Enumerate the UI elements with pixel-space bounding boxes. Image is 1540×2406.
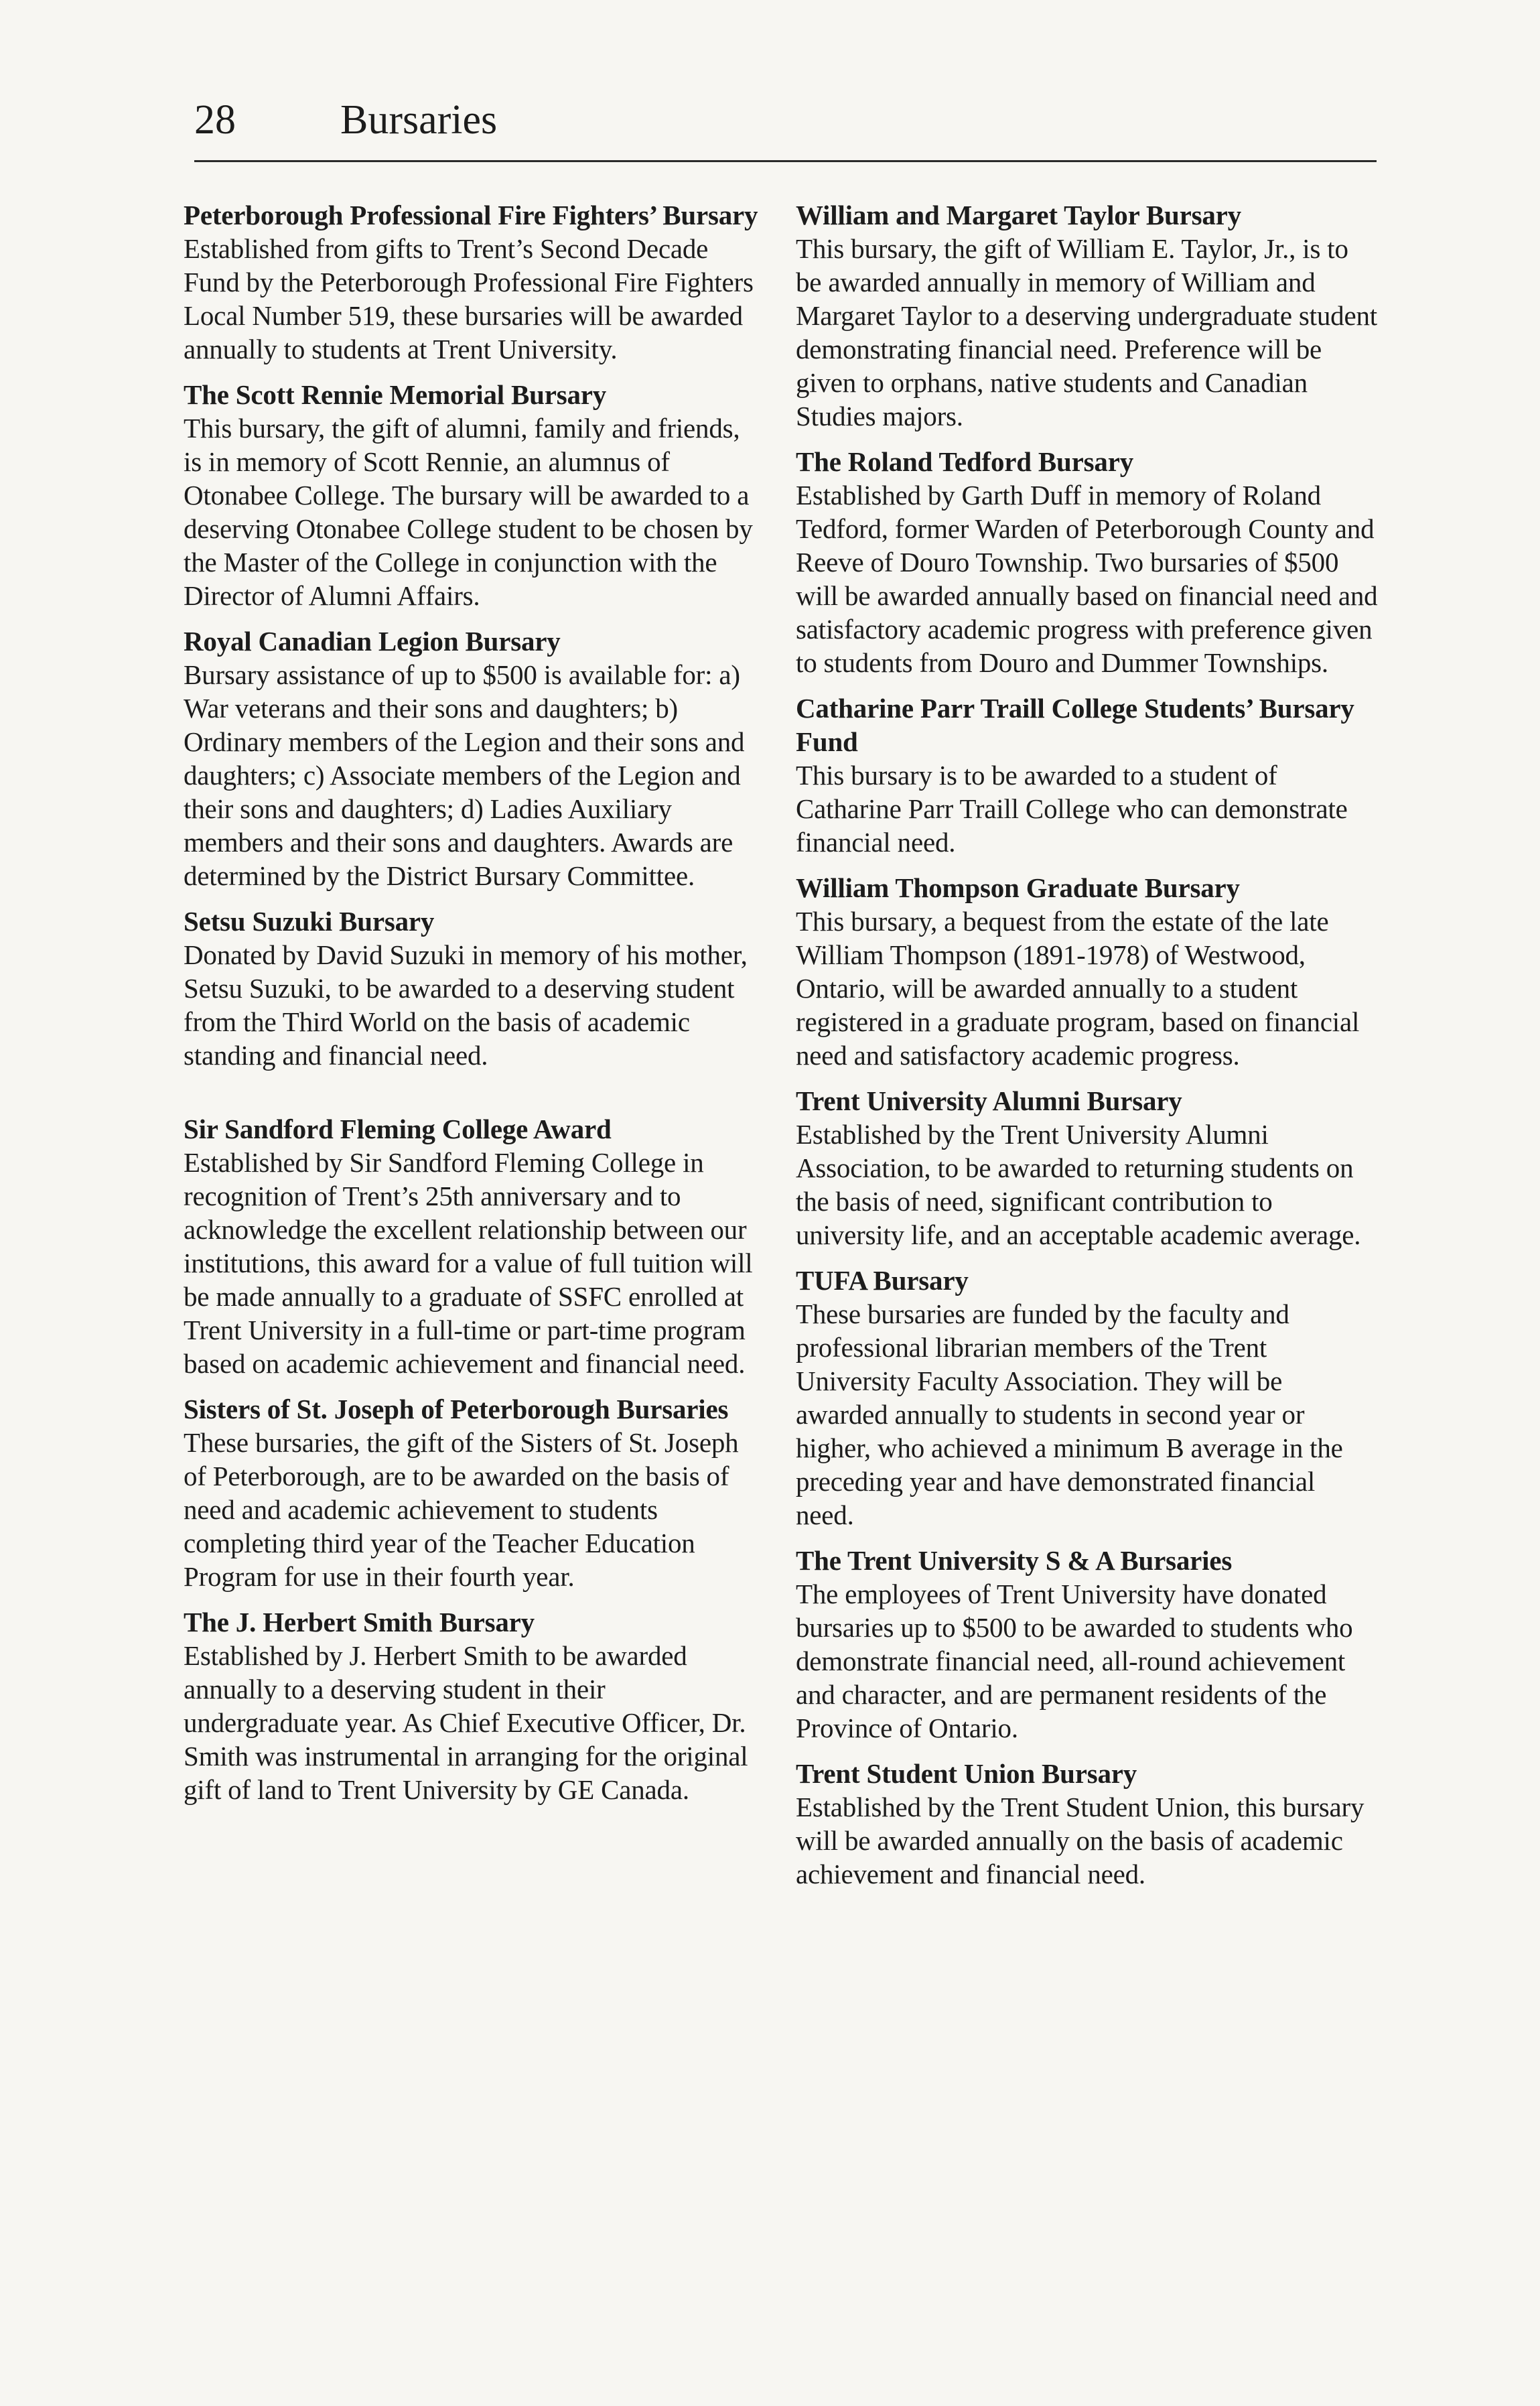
bursary-entry — [796, 871, 1379, 1072]
bursary-entry — [796, 1544, 1379, 1745]
bursary-entry — [184, 1605, 760, 1806]
bursary-entry — [796, 691, 1379, 859]
bursary-title: Catharine Parr Traill College Students’ Bursary Fund — [796, 693, 1354, 757]
bursary-description: This bursary, the gift of William E. Taylor, Jr., is to be awarded annually in memory of William and Margaret Taylor to a deserving undergraduate student demonstrating financial need. Preference will be given to orphans, native students and Canadian Studies majors. — [796, 233, 1377, 431]
bursary-title: The J. Herbert Smith Bursary — [184, 1607, 535, 1638]
bursary-entry — [184, 378, 760, 612]
bursary-entry — [796, 1757, 1379, 1891]
bursary-description: These bursaries, the gift of the Sisters of St. Joseph of Peterborough, are to be awarded on the basis of need and academic achievement to students completing third year of the Teacher Education Program for use in their fourth year. — [184, 1427, 739, 1592]
bursary-title: The Trent University S & A Bursaries — [796, 1545, 1233, 1576]
bursary-title: The Roland Tedford Bursary — [796, 446, 1133, 477]
bursary-entry — [796, 198, 1379, 433]
bursary-entry — [184, 1112, 760, 1380]
bursary-description: Established by Sir Sandford Fleming College in recognition of Trent’s 25th anniversary and to acknowledge the excellent relationship between our institutions, this award for a value of full tuition will be made annually to a graduate of SSFC enrolled at Trent University in a full-time or part-time program based on academic achievement and financial need. — [184, 1147, 753, 1379]
bursary-description: The employees of Trent University have donated bursaries up to $500 to be awarded to students who demonstrate financial need, all-round achievement and character, and are permanent residents of the Province of Ontario. — [796, 1579, 1353, 1743]
bursary-description: This bursary is to be awarded to a student of Catharine Parr Traill College who can demonstrate financial need. — [796, 760, 1348, 858]
bursary-description: Donated by David Suzuki in memory of his mother, Setsu Suzuki, to be awarded to a deserving student from the Third World on the basis of academic standing and financial need. — [184, 939, 748, 1071]
bursary-title: William and Margaret Taylor Bursary — [796, 200, 1241, 230]
right-column — [796, 198, 1379, 1903]
bursary-description: Established by the Trent University Alumni Association, to be awarded to returning students on the basis of need, significant contribution to university life, and an acceptable academic average. — [796, 1119, 1361, 1250]
bursary-description: Established by Garth Duff in memory of Roland Tedford, former Warden of Peterborough County and Reeve of Douro Township. Two bursaries of $500 will be awarded annually based on financial need and satisfactory academic progress with preference given to students from Douro and Dummer Townships. — [796, 480, 1378, 678]
spacer — [184, 1084, 760, 1112]
bursary-title: Sisters of St. Joseph of Peterborough Bursaries — [184, 1394, 729, 1424]
bursary-entry — [184, 198, 760, 366]
bursary-description: Established by J. Herbert Smith to be awarded annually to a deserving student in their undergraduate year. As Chief Executive Officer, Dr. Smith was instrumental in arranging for the original gift of land to Trent University by GE Canada. — [184, 1640, 748, 1805]
page-header — [194, 92, 1377, 163]
bursary-description: Bursary assistance of up to $500 is available for: a) War veterans and their sons and daughters; b) Ordinary members of the Legion and their sons and daughters; c) Associate members of the Legion and their sons and daughters; d) Ladies Auxiliary members and their sons and daughters. Awards are determined by the District Bursary Committee. — [184, 659, 745, 891]
bursary-title: Trent Student Union Bursary — [796, 1758, 1137, 1789]
bursary-entry — [796, 1084, 1379, 1252]
running-title: Bursaries — [340, 97, 498, 143]
bursary-entry — [796, 1264, 1379, 1532]
page-number: 28 — [194, 97, 236, 143]
bursary-title: Trent University Alumni Bursary — [796, 1085, 1182, 1116]
bursary-entry — [796, 445, 1379, 679]
bursary-title: The Scott Rennie Memorial Bursary — [184, 379, 607, 410]
bursary-entry — [184, 905, 760, 1072]
bursary-entry — [184, 624, 760, 892]
bursary-title: Royal Canadian Legion Bursary — [184, 626, 561, 657]
bursary-description: This bursary, a bequest from the estate of the late William Thompson (1891-1978) of Westwood, Ontario, will be awarded annually to a student registered in a graduate program, based on financial need and satisfactory academic progress. — [796, 906, 1360, 1071]
header-rule — [194, 160, 1377, 162]
bursary-title: Sir Sandford Fleming College Award — [184, 1114, 612, 1144]
bursary-description: Established from gifts to Trent’s Second Decade Fund by the Peterborough Professional Fire Fighters Local Number 519, these bursaries will be awarded annually to students at Trent University. — [184, 233, 754, 364]
bursary-entry — [184, 1392, 760, 1593]
bursary-description: This bursary, the gift of alumni, family and friends, is in memory of Scott Rennie, an alumnus of Otonabee College. The bursary will be awarded to a deserving Otonabee College student to be chosen by the Master of the College in conjunction with the Director of Alumni Affairs. — [184, 413, 753, 611]
bursary-title: Peterborough Professional Fire Fighters’ Bursary — [184, 200, 758, 230]
bursary-description: Established by the Trent Student Union, this bursary will be awarded annually on the basis of academic achievement and financial need. — [796, 1792, 1364, 1889]
bursary-title: William Thompson Graduate Bursary — [796, 872, 1240, 903]
bursary-description: These bursaries are funded by the faculty and professional librarian members of the Trent University Faculty Association. They will be awarded annually to students in second year or higher, who achieved a minimum B average in the preceding year and have demonstrated financial need. — [796, 1298, 1343, 1530]
bursary-title: TUFA Bursary — [796, 1265, 969, 1296]
bursary-title: Setsu Suzuki Bursary — [184, 906, 435, 937]
left-column — [184, 198, 760, 1818]
